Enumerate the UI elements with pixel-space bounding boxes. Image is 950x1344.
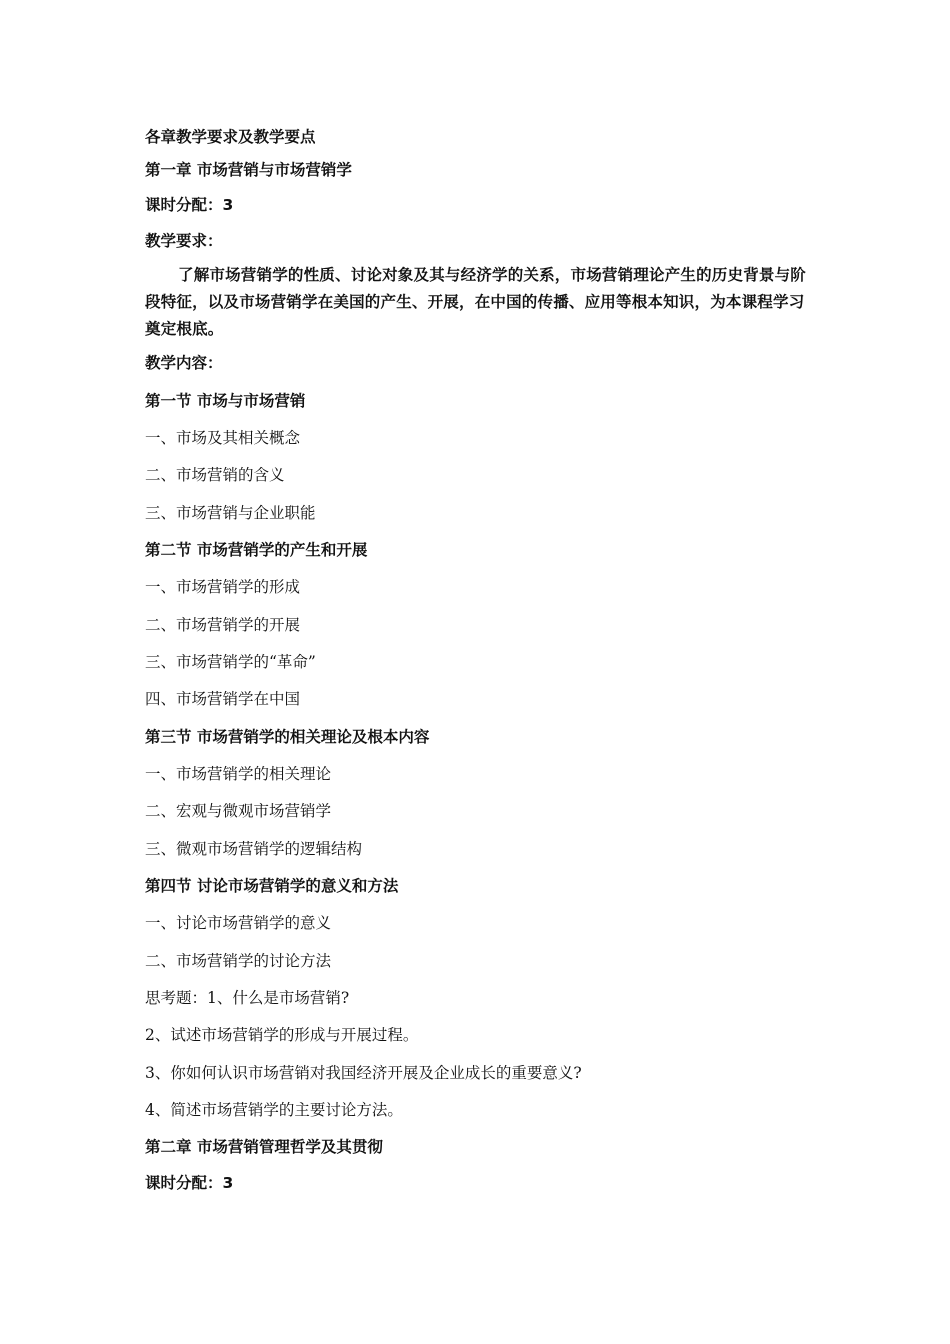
teaching-requirements-label: 教学要求： <box>145 232 223 250</box>
section-1-item: 三、市场营销与企业职能 <box>145 504 316 522</box>
section-2-item: 三、市场营销学的“革命” <box>145 653 316 671</box>
section-2-item: 二、市场营销学的开展 <box>145 616 301 634</box>
question-item: 4、简述市场营销学的主要讨论方法。 <box>145 1101 403 1119</box>
section-4-heading: 第四节 讨论市场营销学的意义和方法 <box>145 877 399 895</box>
teaching-requirements-text: 了解市场营销学的性质、讨论对象及其与经济学的关系，市场营销理论产生的历史背景与阶段特征，以及市场营销学在美国的产生、开展，在中国的传播、应用等根本知识，为本课程学习奠定根底。 <box>145 266 807 338</box>
document-title: 各章教学要求及教学要点 <box>145 128 316 146</box>
section-1-item: 一、市场及其相关概念 <box>145 429 301 447</box>
chapter-2-hours: 课时分配：3 <box>145 1174 234 1192</box>
section-2-item: 四、市场营销学在中国 <box>145 690 301 708</box>
section-3-item: 二、宏观与微观市场营销学 <box>145 802 332 820</box>
section-3-item: 三、微观市场营销学的逻辑结构 <box>145 840 363 858</box>
question-item: 思考题：1、什么是市场营销? <box>145 989 350 1007</box>
section-4-item: 一、讨论市场营销学的意义 <box>145 914 332 932</box>
chapter-1-hours: 课时分配：3 <box>145 196 234 214</box>
section-2-item: 一、市场营销学的形成 <box>145 578 301 596</box>
section-4-item: 二、市场营销学的讨论方法 <box>145 952 332 970</box>
question-item: 3、你如何认识市场营销对我国经济开展及企业成长的重要意义? <box>145 1064 582 1082</box>
section-3-heading: 第三节 市场营销学的相关理论及根本内容 <box>145 728 430 746</box>
section-2-heading: 第二节 市场营销学的产生和开展 <box>145 541 368 559</box>
question-item: 2、试述市场营销学的形成与开展过程。 <box>145 1026 419 1044</box>
section-3-item: 一、市场营销学的相关理论 <box>145 765 332 783</box>
section-1-heading: 第一节 市场与市场营销 <box>145 392 306 410</box>
teaching-content-label: 教学内容： <box>145 354 223 372</box>
section-1-item: 二、市场营销的含义 <box>145 466 285 484</box>
chapter-1-heading: 第一章 市场营销与市场营销学 <box>145 161 352 179</box>
chapter-2-heading: 第二章 市场营销管理哲学及其贯彻 <box>145 1138 383 1156</box>
